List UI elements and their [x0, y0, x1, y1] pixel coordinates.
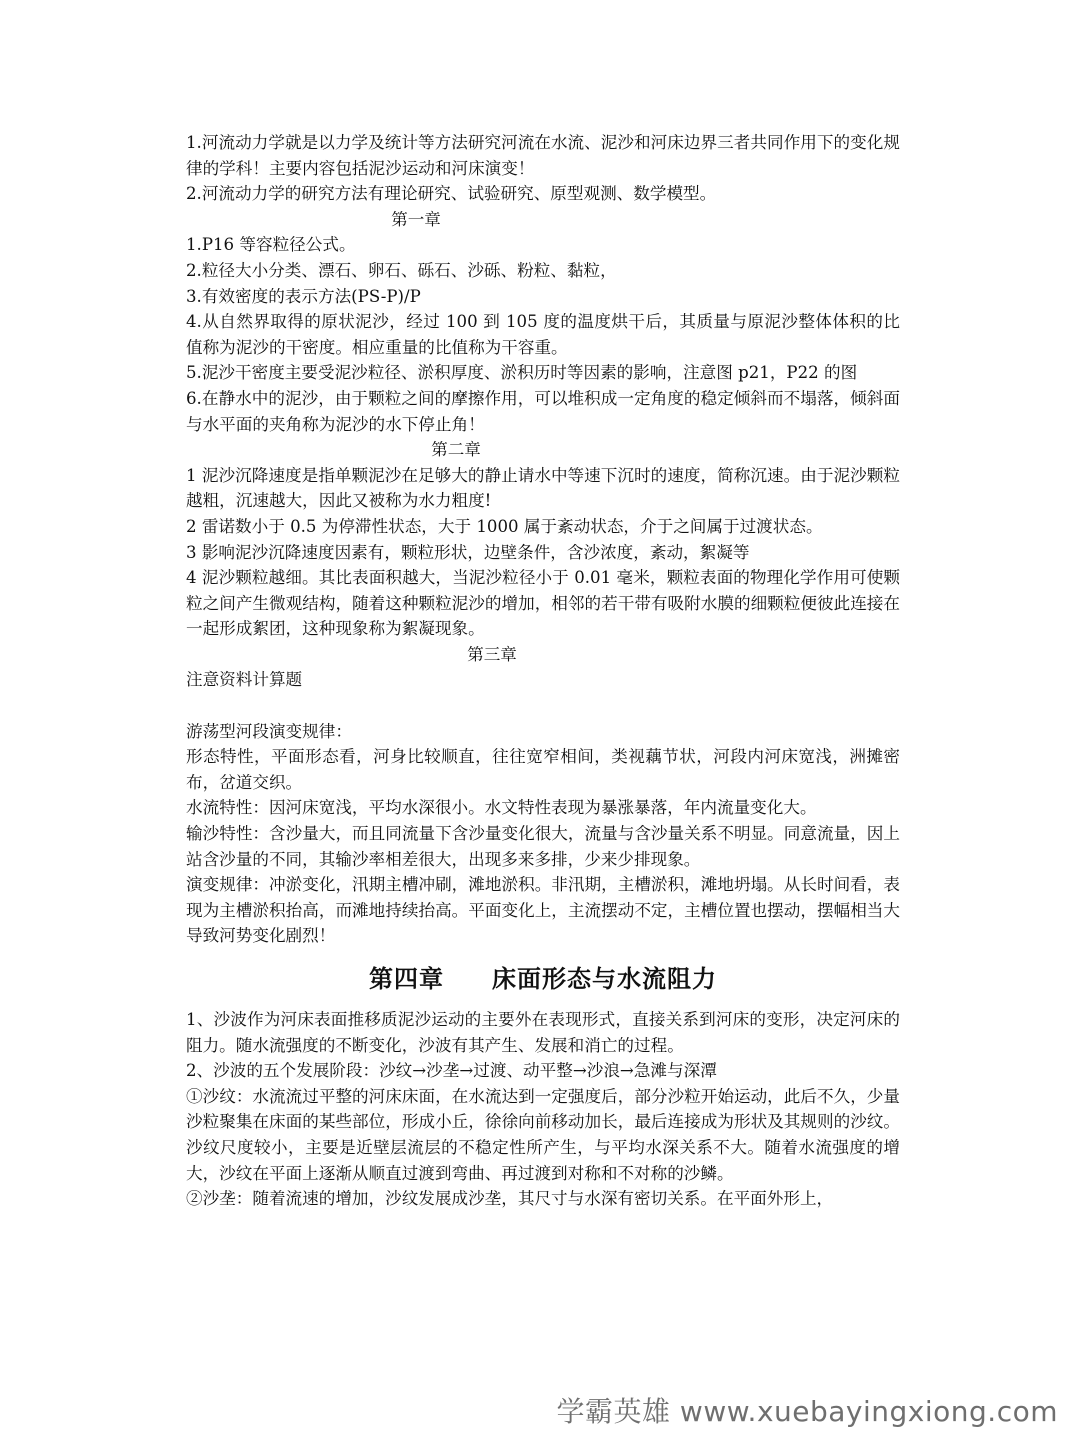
chapter-1-title: 第一章	[391, 209, 441, 229]
chapter-1-item: 1.P16 等容粒径公式。	[186, 235, 356, 255]
chapter-4-number: 第四章	[369, 965, 444, 993]
braided-reach-item: 水流特性：因河床宽浅，平均水深很小。水文特性表现为暴涨暴落，年内流量变化大。	[186, 798, 817, 818]
chapter-1-item: 6.在静水中的泥沙，由于颗粒之间的摩擦作用，可以堆积成一定角度的稳定倾斜而不塌落，倾斜面与水平面的夹角称为泥沙的水下停止角！	[186, 388, 900, 434]
chapter-2-item: 4 泥沙颗粒越细。其比表面积越大，当泥沙粒径小于 0.01 毫米，颗粒表面的物理化学作用可使颗粒之间产生微观结构，随着这种颗粒泥沙的增加，相邻的若干带有吸附水膜的细颗粒便彼此连接在一起形成絮团，这种现象称为絮凝现象。	[186, 568, 900, 639]
chapter-2-title: 第二章	[431, 440, 481, 460]
document-page	[186, 130, 900, 1212]
intro-paragraph-1: 1.河流动力学就是以力学及统计等方法研究河流在水流、泥沙和河床边界三者共同作用下的变化规律的学科！主要内容包括泥沙运动和河床演变！	[186, 133, 900, 178]
chapter-4-item: 1、沙波作为河床表面推移质泥沙运动的主要外在表现形式，直接关系到河床的变形，决定河床的阻力。随水流强度的不断变化，沙波有其产生、发展和消亡的过程。	[186, 1010, 900, 1055]
chapter-1-item: 4.从自然界取得的原状泥沙，经过 100 到 105 度的温度烘干后，其质量与原泥沙整体体积的比值称为泥沙的干密度。相应重量的比值称为干容重。	[186, 312, 900, 357]
chapter-3-note: 注意资料计算题	[186, 670, 303, 690]
braided-reach-item: 形态特性，平面形态看，河身比较顺直，往往宽窄相间，类视藕节状，河段内河床宽浅，洲摊密布，岔道交织。	[186, 747, 900, 792]
site-watermark: 学霸英雄 www.xuebayingxiong.com	[556, 1395, 1058, 1428]
chapter-4-heading	[186, 959, 900, 999]
braided-reach-item: 输沙特性：含沙量大，而且同流量下含沙量变化很大，流量与含沙量关系不明显。同意流量，因上站含沙量的不同，其输沙率相差很大，出现多来多排，少来少排现象。	[186, 824, 900, 869]
chapter-1-item: 2.粒径大小分类、漂石、卵石、砾石、沙砾、粉粒、黏粒，	[186, 260, 617, 280]
chapter-2-item: 3 影响泥沙沉降速度因素有，颗粒形状，边壁条件，含沙浓度，紊动，絮凝等	[186, 542, 750, 562]
chapter-4-title: 床面形态与水流阻力	[492, 965, 717, 993]
blank-line	[186, 693, 900, 719]
chapter-1-item: 3.有效密度的表示方法(PS-P)/P	[186, 286, 421, 306]
chapter-4-item: 2、沙波的五个发展阶段：沙纹→沙垄→过渡、动平整→沙浪→急滩与深潭	[186, 1061, 717, 1081]
chapter-4-item: ①沙纹：水流流过平整的河床床面，在水流达到一定强度后，部分沙粒开始运动，此后不久，少量沙粒聚集在床面的某些部位，形成小丘，徐徐向前移动加长，最后连接成为形状及其规则的沙纹。沙纹尺度较小，主要是近壁层流层的不稳定性所产生，与平均水深关系不大。随着水流强度的增大，沙纹在平面上逐渐从顺直过渡到弯曲、再过渡到对称和不对称的沙鳞。	[186, 1086, 900, 1183]
braided-reach-heading: 游荡型河段演变规律：	[186, 721, 352, 741]
chapter-1-item: 5.泥沙干密度主要受泥沙粒径、淤积厚度、淤积历时等因素的影响，注意图 p21，P22 的图	[186, 363, 858, 383]
chapter-2-item: 1 泥沙沉降速度是指单颗泥沙在足够大的静止请水中等速下沉时的速度，简称沉速。由于泥沙颗粒越粗，沉速越大，因此又被称为水力粗度!	[186, 465, 900, 511]
braided-reach-item: 演变规律：冲淤变化，汛期主槽冲刷，滩地淤积。非汛期，主槽淤积，滩地坍塌。从长时间看，表现为主槽淤积抬高，而滩地持续抬高。平面变化上，主流摆动不定，主槽位置也摆动，摆幅相当大导致河势变化剧烈！	[186, 875, 900, 946]
chapter-3-title: 第三章	[467, 644, 517, 664]
chapter-4-item: ②沙垄：随着流速的增加，沙纹发展成沙垄，其尺寸与水深有密切关系。在平面外形上，	[186, 1189, 834, 1209]
chapter-2-item: 2 雷诺数小于 0.5 为停滞性状态，大于 1000 属于紊动状态，介于之间属于过渡状态。	[186, 516, 823, 536]
intro-paragraph-2: 2.河流动力学的研究方法有理论研究、试验研究、原型观测、数学模型。	[186, 184, 717, 204]
